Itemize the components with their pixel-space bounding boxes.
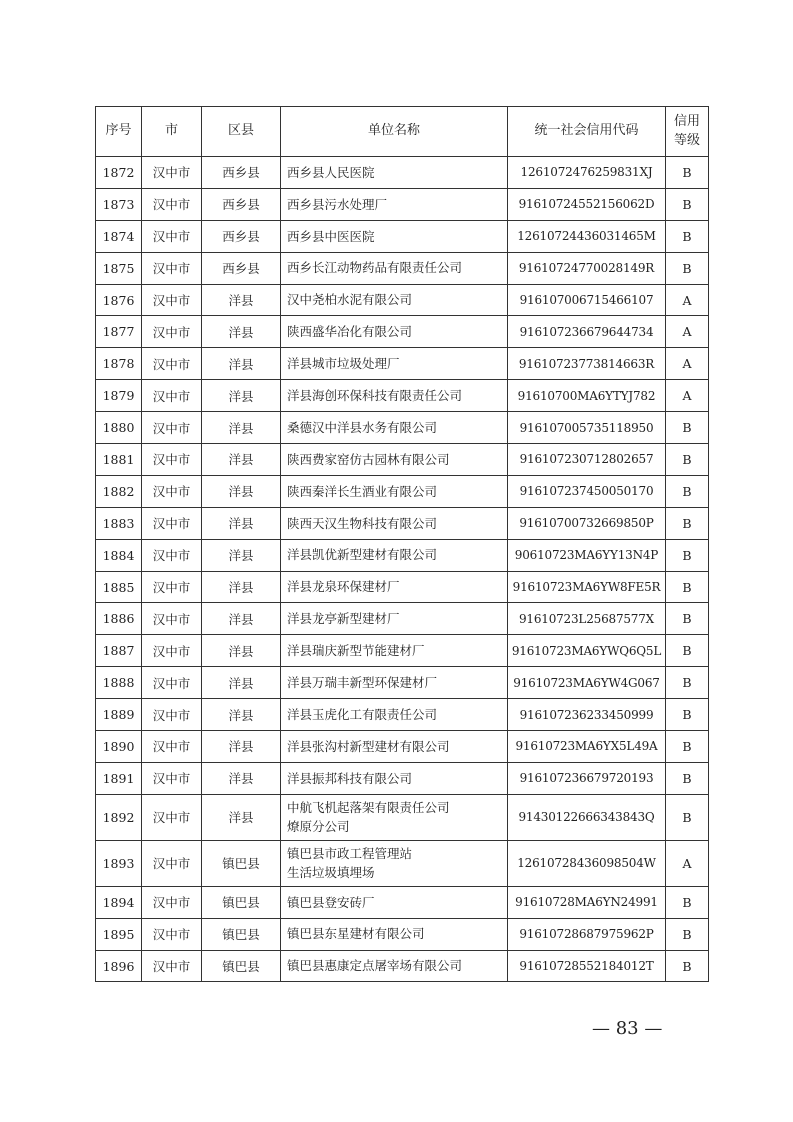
cell-credit-grade: B (666, 635, 709, 667)
cell-credit-grade: B (666, 157, 709, 189)
cell-credit-grade: B (666, 444, 709, 476)
cell-city: 汉中市 (142, 380, 202, 412)
table-row (96, 571, 709, 603)
cell-credit-code: 12610724436031465M (508, 220, 666, 252)
cell-credit-grade: A (666, 316, 709, 348)
cell-county: 西乡县 (202, 252, 281, 284)
cell-unit-name (281, 603, 508, 635)
cell-city: 汉中市 (142, 699, 202, 731)
cell-county: 镇巴县 (202, 886, 281, 918)
cell-county: 洋县 (202, 475, 281, 507)
cell-county: 洋县 (202, 731, 281, 763)
cell-seq: 1877 (96, 316, 142, 348)
cell-county: 洋县 (202, 316, 281, 348)
header-city: 市 (142, 107, 202, 157)
cell-credit-code: 91610723MA6YWQ6Q5L (508, 635, 666, 667)
cell-county: 洋县 (202, 539, 281, 571)
table-row (96, 886, 709, 918)
cell-seq: 1896 (96, 950, 142, 982)
cell-credit-grade: B (666, 507, 709, 539)
cell-city: 汉中市 (142, 667, 202, 699)
cell-credit-code: 916107237450050170 (508, 475, 666, 507)
header-credit-grade-line1: 信用 (673, 113, 700, 129)
cell-seq: 1875 (96, 252, 142, 284)
cell-seq: 1879 (96, 380, 142, 412)
cell-credit-code: 12610728436098504W (508, 840, 666, 886)
cell-unit-name (281, 188, 508, 220)
unit-name-line: 西乡长江动物药品有限责任公司 (287, 260, 463, 276)
cell-unit-name (281, 635, 508, 667)
unit-name-line: 洋县振邦科技有限公司 (287, 770, 413, 786)
cell-city: 汉中市 (142, 762, 202, 794)
cell-unit-name (281, 316, 508, 348)
cell-city: 汉中市 (142, 220, 202, 252)
unit-name-line: 洋县城市垃圾处理厂 (287, 356, 400, 372)
cell-unit-name (281, 220, 508, 252)
cell-unit-name (281, 667, 508, 699)
table-row (96, 348, 709, 380)
cell-city: 汉中市 (142, 252, 202, 284)
table-row (96, 444, 709, 476)
unit-name-line: 洋县凯优新型建材有限公司 (287, 547, 438, 563)
cell-city: 汉中市 (142, 316, 202, 348)
cell-credit-code: 916107236679720193 (508, 762, 666, 794)
cell-unit-name (281, 507, 508, 539)
cell-city: 汉中市 (142, 635, 202, 667)
cell-seq: 1884 (96, 539, 142, 571)
cell-credit-code: 91430122666343843Q (508, 794, 666, 840)
table-row (96, 950, 709, 982)
cell-credit-grade: B (666, 886, 709, 918)
cell-county: 洋县 (202, 284, 281, 316)
cell-city: 汉中市 (142, 507, 202, 539)
table-row (96, 699, 709, 731)
table-row (96, 918, 709, 950)
cell-county: 西乡县 (202, 220, 281, 252)
cell-credit-grade: B (666, 699, 709, 731)
unit-name-line: 陕西天汉生物科技有限公司 (287, 515, 438, 531)
cell-seq: 1873 (96, 188, 142, 220)
cell-credit-grade: B (666, 918, 709, 950)
cell-credit-grade: B (666, 220, 709, 252)
table-body (96, 157, 709, 982)
cell-unit-name (281, 380, 508, 412)
cell-city: 汉中市 (142, 840, 202, 886)
table-row (96, 762, 709, 794)
cell-credit-code: 916107236233450999 (508, 699, 666, 731)
cell-county: 洋县 (202, 794, 281, 840)
cell-seq: 1882 (96, 475, 142, 507)
cell-county: 洋县 (202, 667, 281, 699)
cell-county: 洋县 (202, 571, 281, 603)
cell-unit-name (281, 284, 508, 316)
unit-name-line: 洋县龙泉环保建材厂 (287, 579, 400, 595)
cell-city: 汉中市 (142, 731, 202, 763)
unit-name-line: 西乡县中医医院 (287, 228, 375, 244)
cell-county: 镇巴县 (202, 918, 281, 950)
cell-seq: 1880 (96, 412, 142, 444)
unit-name-line: 洋县海创环保科技有限责任公司 (287, 387, 463, 403)
cell-seq: 1889 (96, 699, 142, 731)
table-row (96, 284, 709, 316)
cell-city: 汉中市 (142, 603, 202, 635)
cell-unit-name (281, 794, 508, 840)
cell-city: 汉中市 (142, 918, 202, 950)
cell-credit-code: 91610723MA6YW4G067 (508, 667, 666, 699)
cell-credit-code: 90610723MA6YY13N4P (508, 539, 666, 571)
cell-unit-name (281, 950, 508, 982)
unit-name-line: 镇巴县东星建材有限公司 (287, 926, 425, 942)
cell-seq: 1886 (96, 603, 142, 635)
table-row (96, 252, 709, 284)
table-row (96, 188, 709, 220)
table-row (96, 603, 709, 635)
cell-unit-name (281, 918, 508, 950)
cell-city: 汉中市 (142, 950, 202, 982)
cell-credit-code: 91610728552184012T (508, 950, 666, 982)
unit-name-line: 陕西秦洋长生酒业有限公司 (287, 483, 438, 499)
cell-county: 洋县 (202, 348, 281, 380)
cell-credit-code: 91610724770028149R (508, 252, 666, 284)
cell-credit-code: 91610700MA6YTYJ782 (508, 380, 666, 412)
cell-credit-grade: A (666, 840, 709, 886)
cell-city: 汉中市 (142, 475, 202, 507)
table-header-row (96, 107, 709, 157)
header-unit-name: 单位名称 (281, 107, 508, 157)
cell-credit-grade: B (666, 667, 709, 699)
cell-seq: 1874 (96, 220, 142, 252)
cell-credit-grade: B (666, 603, 709, 635)
cell-credit-code: 916107236679644734 (508, 316, 666, 348)
cell-county: 洋县 (202, 412, 281, 444)
unit-name-line: 洋县张沟村新型建材有限公司 (287, 738, 450, 754)
header-credit-grade-line2: 等级 (673, 132, 700, 148)
cell-credit-code: 91610723MA6YW8FE5R (508, 571, 666, 603)
table-row (96, 635, 709, 667)
cell-unit-name (281, 157, 508, 189)
cell-city: 汉中市 (142, 284, 202, 316)
cell-county: 洋县 (202, 635, 281, 667)
unit-name-line: 洋县瑞庆新型节能建材厂 (287, 643, 425, 659)
cell-credit-code: 91610723MA6YX5L49A (508, 731, 666, 763)
cell-credit-code: 91610724552156062D (508, 188, 666, 220)
unit-name-line: 燎原分公司 (287, 819, 350, 835)
cell-city: 汉中市 (142, 412, 202, 444)
unit-name-line: 洋县龙亭新型建材厂 (287, 611, 400, 627)
cell-seq: 1888 (96, 667, 142, 699)
page-number: — 83 — (592, 1018, 663, 1039)
cell-credit-grade: A (666, 284, 709, 316)
cell-credit-code: 91610723L25687577X (508, 603, 666, 635)
cell-credit-grade: B (666, 571, 709, 603)
cell-unit-name (281, 762, 508, 794)
cell-unit-name (281, 571, 508, 603)
credit-rating-table (95, 106, 709, 982)
table-row (96, 840, 709, 886)
header-seq: 序号 (96, 107, 142, 157)
cell-seq: 1872 (96, 157, 142, 189)
cell-seq: 1890 (96, 731, 142, 763)
cell-credit-code: 916107230712802657 (508, 444, 666, 476)
cell-seq: 1895 (96, 918, 142, 950)
table-row (96, 157, 709, 189)
cell-credit-grade: B (666, 794, 709, 840)
cell-seq: 1893 (96, 840, 142, 886)
cell-unit-name (281, 252, 508, 284)
unit-name-line: 中航飞机起落架有限责任公司 (287, 799, 450, 815)
cell-credit-code: 91610728687975962P (508, 918, 666, 950)
cell-credit-grade: B (666, 188, 709, 220)
cell-unit-name (281, 539, 508, 571)
table-row (96, 220, 709, 252)
header-county: 区县 (202, 107, 281, 157)
unit-name-line: 镇巴县惠康定点屠宰场有限公司 (287, 958, 463, 974)
cell-credit-grade: B (666, 762, 709, 794)
cell-county: 洋县 (202, 380, 281, 412)
unit-name-line: 陕西盛华冶化有限公司 (287, 324, 413, 340)
cell-unit-name (281, 412, 508, 444)
cell-city: 汉中市 (142, 886, 202, 918)
table-row (96, 794, 709, 840)
table-row (96, 316, 709, 348)
header-credit-code: 统一社会信用代码 (508, 107, 666, 157)
cell-county: 洋县 (202, 444, 281, 476)
cell-seq: 1887 (96, 635, 142, 667)
cell-credit-grade: B (666, 475, 709, 507)
unit-name-line: 西乡县人民医院 (287, 164, 375, 180)
unit-name-line: 洋县玉虎化工有限责任公司 (287, 706, 438, 722)
cell-unit-name (281, 731, 508, 763)
unit-name-line: 西乡县污水处理厂 (287, 196, 388, 212)
cell-unit-name (281, 475, 508, 507)
cell-county: 洋县 (202, 762, 281, 794)
cell-credit-code: 916107006715466107 (508, 284, 666, 316)
cell-credit-grade: A (666, 348, 709, 380)
cell-credit-code: 91610723773814663R (508, 348, 666, 380)
cell-county: 西乡县 (202, 157, 281, 189)
cell-county: 洋县 (202, 603, 281, 635)
cell-seq: 1885 (96, 571, 142, 603)
cell-unit-name (281, 348, 508, 380)
unit-name-line: 桑德汉中洋县水务有限公司 (287, 419, 438, 435)
cell-seq: 1894 (96, 886, 142, 918)
cell-credit-grade: B (666, 412, 709, 444)
cell-credit-grade: B (666, 539, 709, 571)
cell-credit-code: 916107005735118950 (508, 412, 666, 444)
cell-credit-grade: B (666, 950, 709, 982)
cell-unit-name (281, 444, 508, 476)
cell-county: 洋县 (202, 699, 281, 731)
table-row (96, 475, 709, 507)
cell-county: 西乡县 (202, 188, 281, 220)
cell-city: 汉中市 (142, 188, 202, 220)
unit-name-line: 汉中尧柏水泥有限公司 (287, 292, 413, 308)
cell-credit-grade: B (666, 731, 709, 763)
cell-unit-name (281, 699, 508, 731)
cell-unit-name (281, 840, 508, 886)
cell-credit-grade: B (666, 252, 709, 284)
cell-seq: 1883 (96, 507, 142, 539)
cell-seq: 1878 (96, 348, 142, 380)
cell-city: 汉中市 (142, 794, 202, 840)
cell-city: 汉中市 (142, 157, 202, 189)
cell-county: 洋县 (202, 507, 281, 539)
cell-credit-code: 1261072476259831XJ (508, 157, 666, 189)
header-credit-grade (666, 107, 709, 157)
cell-credit-code: 91610728MA6YN24991 (508, 886, 666, 918)
table-row (96, 731, 709, 763)
cell-seq: 1892 (96, 794, 142, 840)
cell-city: 汉中市 (142, 348, 202, 380)
cell-city: 汉中市 (142, 539, 202, 571)
cell-unit-name (281, 886, 508, 918)
table-row (96, 667, 709, 699)
cell-seq: 1891 (96, 762, 142, 794)
table-row (96, 507, 709, 539)
cell-county: 镇巴县 (202, 840, 281, 886)
unit-name-line: 陕西费家窑仿古园林有限公司 (287, 451, 450, 467)
cell-county: 镇巴县 (202, 950, 281, 982)
cell-credit-code: 91610700732669850P (508, 507, 666, 539)
cell-city: 汉中市 (142, 571, 202, 603)
table-row (96, 539, 709, 571)
table-row (96, 412, 709, 444)
unit-name-line: 镇巴县登安砖厂 (287, 894, 375, 910)
cell-seq: 1881 (96, 444, 142, 476)
cell-credit-grade: A (666, 380, 709, 412)
cell-seq: 1876 (96, 284, 142, 316)
unit-name-line: 生活垃圾填埋场 (287, 865, 375, 881)
unit-name-line: 洋县万瑞丰新型环保建材厂 (287, 675, 438, 690)
unit-name-line: 镇巴县市政工程管理站 (287, 845, 413, 861)
cell-city: 汉中市 (142, 444, 202, 476)
table-row (96, 380, 709, 412)
